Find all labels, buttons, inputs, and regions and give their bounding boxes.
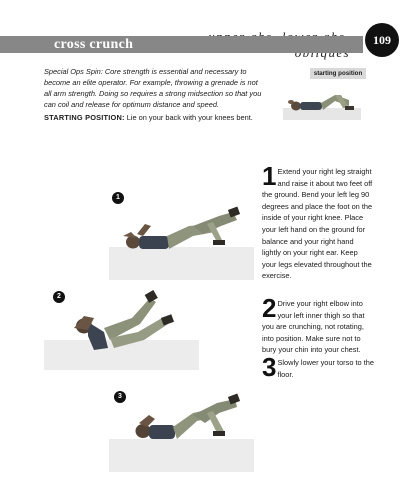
step-text: Drive your right elbow into your left inner thigh so that you are crunching, not rotating, into position. Make sure not to bury your chin into your chest. [262,299,365,355]
starting-position-paragraph [44,113,274,123]
step-number: 3 [262,352,277,382]
step-number: 2 [262,293,277,323]
special-ops-text: Core strength is essential and necessary to become an elite operator. For example, throwing a grenade is not all arm strength. Doing so requires a strong midsection so that you can coil and release for optimum distance and speed. [44,67,262,109]
step-3 [262,352,374,382]
step-3-badge: 3 [114,391,126,403]
step-1 [262,161,374,282]
step-1-photo [109,202,254,280]
exercise-title: cross crunch [54,37,134,52]
special-ops-paragraph [44,66,266,110]
step-2-photo [44,288,199,370]
step-text: Slowly lower your torso to the floor. [277,358,374,379]
step-3-photo [109,389,254,472]
special-ops-label: Special Ops Spin: [44,67,103,76]
step-2 [262,293,374,356]
step-2-badge: 2 [53,291,65,303]
step-number: 1 [262,161,277,191]
starting-position-photo [283,86,361,120]
step-text: Extend your right leg straight and raise it about two feet off the ground. Bend your left leg 90 degrees and place the foot on the inside of your right knee. Place your left hand on the ground for balance and your right hand lightly on your right ear. Keep your legs elevated throughout the exercise. [262,167,373,281]
starting-position-text: Lie on your back with your knees bent. [126,113,253,122]
starting-position-caption: starting position [310,68,366,79]
page-number: 109 [365,23,399,57]
step-1-badge: 1 [112,192,124,204]
starting-position-label: STARTING POSITION: [44,113,125,122]
